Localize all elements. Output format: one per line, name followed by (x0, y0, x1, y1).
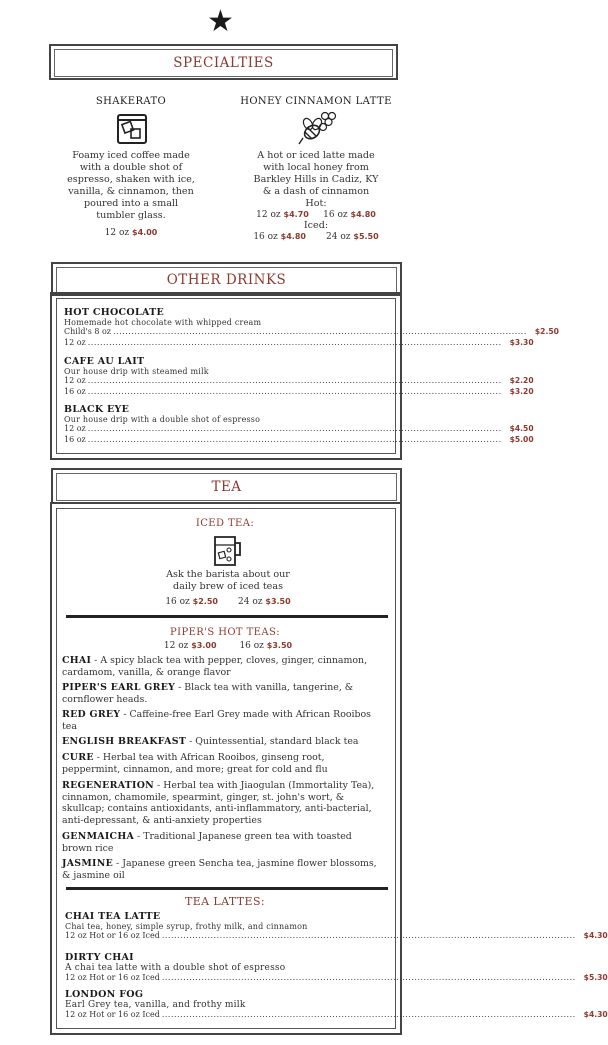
honey-iced-size-2: 24 oz (326, 232, 351, 242)
row-price: $2.20 (509, 376, 534, 385)
row-label: 16 oz (64, 387, 86, 396)
honey-hot-size-2: 16 oz (323, 210, 348, 220)
latte-row: 12 oz Hot or 16 oz Iced ........................................................................................................................................ $4.30 (65, 931, 608, 940)
row-price: $5.00 (509, 435, 534, 444)
honey-latte-iced-label: Iced: (303, 220, 329, 231)
black-eye-name: BLACK EYE (64, 404, 130, 415)
hot-size-2: 16 oz (239, 641, 264, 651)
iced-tea-prices (130, 597, 326, 607)
row-label: 12 oz Hot or 16 oz Iced (65, 1010, 160, 1019)
tea-regeneration (62, 780, 380, 826)
iced-tea-desc (130, 569, 326, 607)
iced-price-2: $3.50 (265, 597, 291, 606)
tea-desc: - Japanese green Sencha tea, jasmine flower blossoms, & jasmine oil (62, 858, 377, 881)
latte-desc: Chai tea, honey, simple syrup, frothy milk, and cinnamon (65, 922, 308, 931)
honey-latte-hot-label: Hot: (305, 198, 327, 209)
divider (66, 615, 388, 618)
row-label: 12 oz (64, 376, 86, 385)
honey-iced-price-2: $5.50 (353, 232, 379, 241)
other-drinks-header (51, 262, 402, 296)
hot-teas-prices (130, 641, 326, 651)
hot-chocolate-name: HOT CHOCOLATE (64, 307, 165, 318)
iced-price-1: $2.50 (192, 597, 218, 606)
tea-name: ENGLISH BREAKFAST (62, 736, 187, 747)
row-label: Child's 8 oz (64, 327, 112, 336)
tumbler-glass-icon (117, 114, 147, 144)
shakerato-size: 12 oz (104, 228, 130, 238)
black-eye-row-1: 12 oz ........................................................................................................................................ $4.50 (64, 424, 534, 433)
tea-desc: - Herbal tea with African Rooibos, ginseng root, peppermint, cinnamon, and more; great for cold and flu (62, 752, 328, 775)
tea-english-breakfast (62, 736, 380, 748)
specialties-title: SPECIALTIES (54, 49, 393, 77)
honey-hot-size-1: 12 oz (256, 210, 281, 220)
latte-name: DIRTY CHAI (65, 952, 134, 963)
honey-latte-desc-3: Barkley Hills in Cadiz, KY (253, 174, 379, 185)
iced-tea-desc-1: Ask the barista about our (166, 569, 290, 580)
shakerato-block (61, 96, 201, 238)
black-eye-row-2: 16 oz ........................................................................................................................................ $5.00 (64, 435, 534, 444)
shakerato-desc-5: poured into a small (83, 198, 179, 209)
latte-name: CHAI TEA LATTE (65, 911, 161, 922)
tea-desc: - A spicy black tea with pepper, cloves, ginger, cinnamon, cardamom, vanilla, & orange flavor (62, 655, 368, 678)
specialties-header (49, 44, 398, 80)
honey-latte-title: HONEY CINNAMON LATTE (240, 96, 392, 107)
tea-title: TEA (56, 473, 397, 501)
tea-name: REGENERATION (62, 780, 155, 791)
black-eye-desc: Our house drip with a double shot of espresso (64, 415, 261, 424)
row-label: 12 oz Hot or 16 oz Iced (65, 931, 160, 940)
row-label: 16 oz (64, 435, 86, 444)
tea-name: GENMAICHA (62, 831, 135, 842)
dirty-chai-item (65, 952, 608, 984)
row-price: $2.50 (534, 327, 559, 336)
row-price: $3.30 (509, 338, 534, 347)
row-label: 12 oz (64, 424, 86, 433)
honey-latte-hot-prices (236, 210, 396, 220)
tea-name: JASMINE (62, 858, 114, 869)
cafe-au-lait-name: CAFE AU LAIT (64, 356, 145, 367)
row-price: $4.30 (583, 1010, 608, 1019)
iced-size-1: 16 oz (165, 597, 190, 607)
shakerato-desc-6: tumbler glass. (96, 210, 166, 221)
tea-name: RED GREY (62, 709, 121, 720)
tea-desc: - Black tea with vanilla, tangerine, & cornflower heads. (62, 682, 354, 705)
iced-tea-title: ICED TEA: (195, 518, 255, 529)
honey-latte-desc-2: with local honey from (263, 162, 369, 173)
row-label: 12 oz (64, 338, 86, 347)
shakerato-desc-1: Foamy iced coffee made (72, 150, 190, 161)
tea-lattes-title: TEA LATTES: (184, 895, 265, 908)
chai-tea-latte-item (65, 911, 608, 942)
iced-size-2: 24 oz (238, 597, 263, 607)
honey-iced-size-1: 16 oz (253, 232, 278, 242)
hot-teas-title: PIPER'S HOT TEAS: (170, 627, 280, 638)
hot-price-1: $3.00 (191, 641, 217, 650)
row-price: $5.30 (583, 973, 608, 982)
tea-desc: - Quintessential, standard black tea (186, 736, 359, 747)
row-price: $4.30 (583, 931, 608, 940)
honey-latte-iced-prices (236, 232, 396, 242)
divider (66, 887, 388, 890)
honey-latte-desc-4: & a dash of cinnamon (262, 186, 370, 197)
latte-name: LONDON FOG (65, 989, 144, 1000)
tea-desc: - Traditional Japanese green tea with toasted brown rice (62, 831, 352, 854)
tea-jasmine (62, 858, 380, 881)
hot-chocolate-row-1: Child's 8 oz ........................................................................................................................................ $2.50 (64, 327, 559, 336)
honey-iced-price-1: $4.80 (280, 232, 306, 241)
honey-hot-price-2: $4.80 (350, 210, 376, 219)
tea-desc: - Caffeine-free Earl Grey made with African Rooibos tea (62, 709, 371, 732)
row-price: $4.50 (509, 424, 534, 433)
shakerato-desc-4: vanilla, & cinnamon, then (68, 186, 194, 197)
star-icon: ★ (207, 4, 234, 39)
latte-desc: A chai tea latte with a double shot of espresso (65, 963, 286, 973)
hot-price-2: $3.50 (266, 641, 293, 650)
tea-earl-grey (62, 682, 380, 705)
tea-desc: - Herbal tea with Jiaogulan (Immortality Tea), cinnamon, chamomile, spearmint, ginger, st. john's wort, & skullcap; contains antioxidants, anti-inflammatory, anti-bacterial, anti-depressant, & anti-anxiety properties (62, 780, 375, 826)
row-label: 12 oz Hot or 16 oz Iced (65, 973, 160, 982)
hot-chocolate-row-2: 12 oz ........................................................................................................................................ $3.30 (64, 338, 534, 347)
honey-latte-desc-1: A hot or iced latte made (257, 150, 375, 161)
hot-chocolate-item (64, 307, 559, 349)
hot-chocolate-desc: Homemade hot chocolate with whipped cream (64, 318, 262, 327)
tea-genmaicha (62, 831, 380, 854)
london-fog-item (65, 989, 608, 1021)
hot-size-1: 12 oz (163, 641, 189, 651)
tea-header (51, 468, 402, 504)
shakerato-title: SHAKERATO (95, 96, 167, 107)
tea-name: CHAI (62, 655, 92, 666)
cafe-au-lait-row-2: 16 oz ........................................................................................................................................ $3.20 (64, 387, 534, 396)
tea-name: PIPER'S EARL GREY (62, 682, 176, 693)
tea-cure (62, 752, 380, 775)
latte-row: 12 oz Hot or 16 oz Iced ........................................................................................................................................ $4.30 (65, 1010, 608, 1019)
shakerato-desc-2: with a double shot of (79, 162, 183, 173)
honey-hot-price-1: $4.70 (283, 210, 309, 219)
cafe-au-lait-desc: Our house drip with steamed milk (64, 367, 209, 376)
shakerato-price-line (61, 228, 201, 238)
bee-honeycomb-icon (298, 110, 336, 146)
black-eye-item (64, 404, 534, 446)
tea-chai (62, 655, 380, 678)
other-drinks-title: OTHER DRINKS (56, 267, 397, 293)
cafe-au-lait-row-1: 12 oz ........................................................................................................................................ $2.20 (64, 376, 534, 385)
iced-tea-desc-2: daily brew of iced teas (173, 581, 283, 592)
tea-red-grey (62, 709, 380, 732)
cafe-au-lait-item (64, 356, 534, 398)
latte-desc: Earl Grey tea, vanilla, and frothy milk (65, 1000, 246, 1010)
shakerato-desc-3: espresso, shaken with ice, (67, 174, 195, 185)
iced-tea-pitcher-icon (212, 535, 242, 567)
honey-latte-block (236, 96, 396, 242)
latte-row: 12 oz Hot or 16 oz Iced ........................................................................................................................................ $5.30 (65, 973, 608, 982)
row-price: $3.20 (509, 387, 534, 396)
tea-name: CURE (62, 752, 94, 763)
shakerato-price: $4.00 (132, 228, 158, 237)
